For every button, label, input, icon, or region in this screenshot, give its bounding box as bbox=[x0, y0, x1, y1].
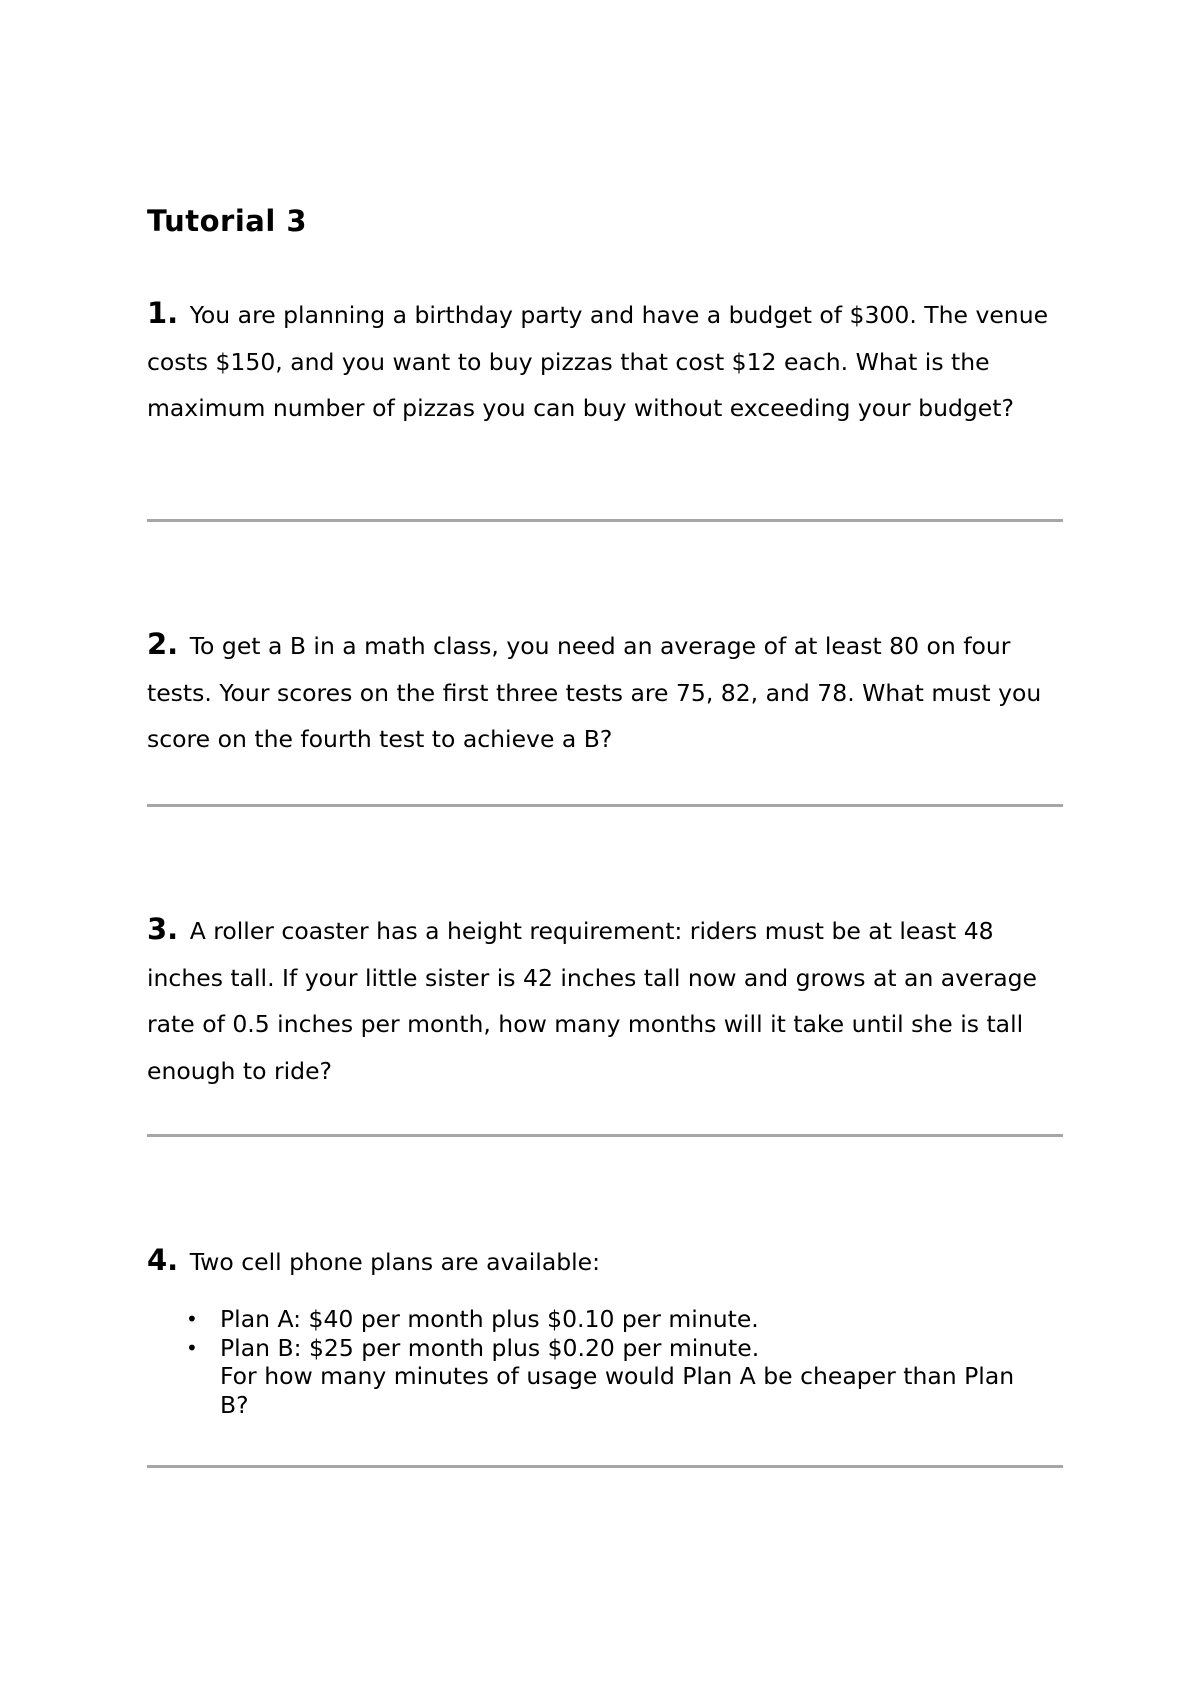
list-item bbox=[147, 1334, 1063, 1363]
question-2 bbox=[147, 627, 1063, 763]
question-3 bbox=[147, 912, 1063, 1094]
answer-divider-4 bbox=[147, 1465, 1063, 1468]
answer-divider-2 bbox=[147, 804, 1063, 807]
question-number: 4. bbox=[147, 1243, 179, 1277]
question-number: 2. bbox=[147, 627, 179, 661]
bullet-icon: • bbox=[186, 1335, 198, 1360]
question-4 bbox=[147, 1243, 1063, 1286]
list-item bbox=[147, 1305, 1063, 1334]
list-item-text: Plan A: $40 per month plus $0.10 per minute. bbox=[220, 1305, 759, 1333]
answer-divider-3 bbox=[147, 1134, 1063, 1137]
list-item-text: Plan B: $25 per month plus $0.20 per minute. bbox=[220, 1333, 760, 1362]
question-2-body bbox=[147, 621, 1063, 763]
question-4-body bbox=[147, 1237, 1063, 1286]
question-text: To get a B in a math class, you need an average of at least 80 on four tests. Your scores on the first three tests are 75, 82, and 78. What must you score on the fourth test to achieve a B? bbox=[147, 632, 1042, 753]
question-1-body bbox=[147, 290, 1063, 432]
plan-list bbox=[147, 1305, 1063, 1362]
page-title: Tutorial 3 bbox=[147, 204, 308, 238]
bullet-icon: • bbox=[186, 1307, 198, 1331]
question-text: You are planning a birthday party and have a budget of $300. The venue costs $150, and you want to buy pizzas that cost $12 each. What is the maximum number of pizzas you can buy without exceeding your budget? bbox=[147, 301, 1049, 422]
question-number: 1. bbox=[147, 296, 179, 330]
followup-text: For how many minutes of usage would Plan A be cheaper than Plan B? bbox=[220, 1362, 1015, 1419]
question-1 bbox=[147, 296, 1063, 432]
answer-divider-1 bbox=[147, 519, 1063, 522]
question-text: Two cell phone plans are available: bbox=[189, 1248, 601, 1276]
question-number: 3. bbox=[147, 912, 179, 946]
question-text: A roller coaster has a height requirement: riders must be at least 48 inches tall. If your little sister is 42 inches tall now and grows at an average rate of 0.5 inches per month, how many months will it take until she is tall enough to ride? bbox=[147, 917, 1038, 1085]
question-4-followup bbox=[147, 1362, 1063, 1419]
question-3-body bbox=[147, 906, 1063, 1094]
